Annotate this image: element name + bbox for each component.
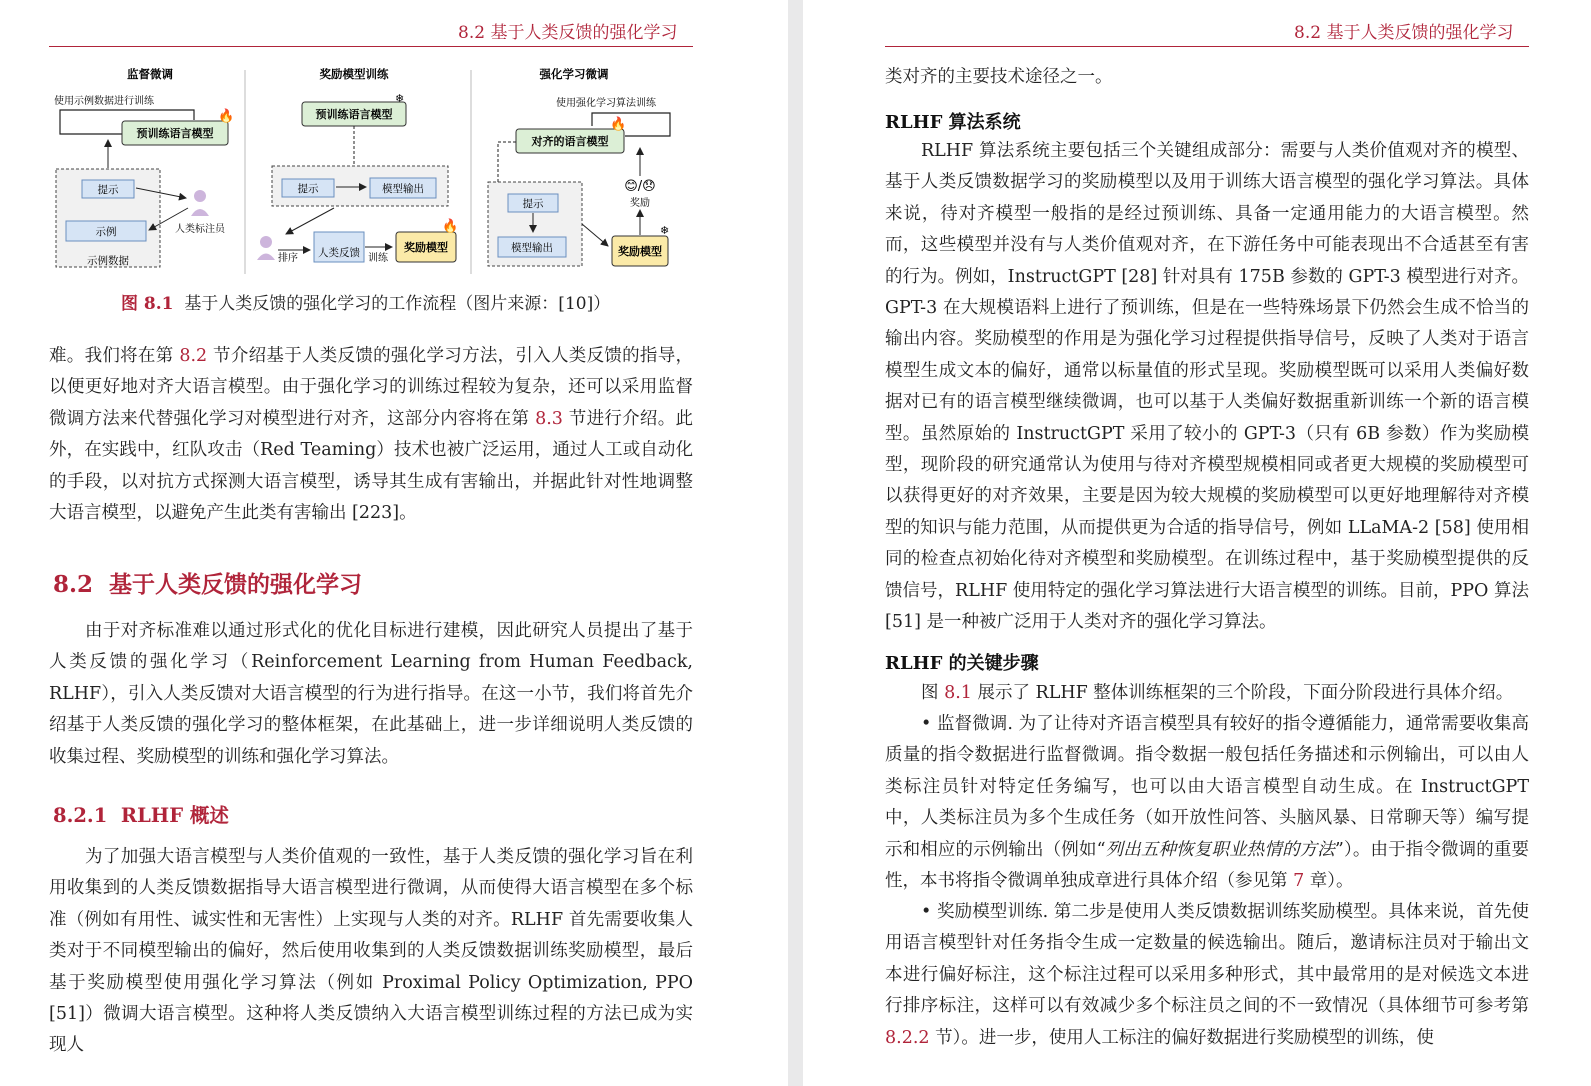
paragraph-heading: RLHF 算法系统: [885, 112, 1021, 133]
snowflake-icon: ❄: [395, 92, 405, 105]
section-heading: [53, 566, 362, 599]
col3-loop-label: 使用强化学习算法训练: [556, 98, 656, 109]
annotator-icon: [194, 190, 206, 202]
col3-model-label: 对齐的语言模型: [531, 135, 609, 148]
annotator-body: [191, 209, 209, 216]
chapter-link[interactable]: 7: [1293, 871, 1305, 892]
text: 展示了 RLHF 整体训练框架的三个阶段，下面分阶段进行具体介绍。: [971, 683, 1514, 703]
col2-prompt-label: 提示: [297, 183, 319, 195]
smile-frown-icon: 😊/😞: [624, 179, 656, 194]
col3-reward-label: 奖励模型: [618, 245, 662, 258]
running-header: 8.2 基于人类反馈的强化学习: [458, 23, 678, 43]
text: ”）。由于指令微调的重要性，本书将指令微调单独成章进行具体介绍（参见第: [885, 839, 1530, 892]
text: 节进行介绍。此外，在实践中，红队攻击（Red Teaming）技术也被广泛运用，通过人工或自动化的手段，以对抗方式探测大语言模型，诱导其生成有害输出，并据此针对性地调整大语言模型，以避免产生此类有害输出 [223]。: [49, 408, 694, 524]
text: 章）。: [1304, 871, 1354, 892]
figure-link[interactable]: 8.1: [944, 683, 972, 703]
paragraph: RLHF 算法系统主要包括三个关键组成部分：需要与人类价值观对齐的模型、基于人类反馈数据学习的奖励模型以及用于训练大语言模型的强化学习算法。具体来说，待对齐模型一般指的是经过预训练、具备一定通用能力的大语言模型。然而，这些模型并没有与人类价值观对齐，在下游任务中可能表现出不合适甚至有害的行为。例如，InstructGPT [28] 针对具有 175B 参数的 GPT-3 模型进行对齐。GPT-3 在大规模语料上进行了预训练，但是在一些特殊场景下仍然会生成不恰当的输出内容。奖励模型的作用是为强化学习过程提供指导信号，反映了人类对于语言模型生成文本的偏好，通常以标量值的形式呈现。奖励模型既可以采用人类偏好数据对已有的语言模型继续微调，也可以基于人类偏好数据重新训练一个新的语言模型。虽然原始的 InstructGPT 采用了较小的 GPT-3（只有 6B 参数）作为奖励模型，现阶段的研究通常认为使用与待对齐模型规模相同或者更大规模的奖励模型可以获得更好的对齐效果，主要是因为较大规模的奖励模型可以更好地理解待对齐模型的知识与能力范围，从而提供更为合适的指导信号，例如 LLaMA-2 [58] 使用相同的检查点初始化待对齐模型和奖励模型。在训练过程中，基于奖励模型提供的反馈信号，RLHF 使用特定的强化学习算法进行大语言模型的训练。目前，PPO 算法 [51] 是一种被广泛用于人类对齐的强化学习算法。: [885, 141, 1529, 633]
col2-train-label: 训练: [368, 253, 388, 264]
paragraph: 类对齐的主要技术途径之一。: [885, 67, 1113, 87]
header-rule: [885, 46, 1529, 47]
paragraph: [49, 341, 693, 529]
col1-title: 监督微调: [127, 67, 173, 81]
bullet-item: [885, 709, 1529, 897]
col1-model-label: 预训练语言模型: [136, 127, 214, 140]
snowflake-icon: ❄: [660, 224, 670, 237]
section-link[interactable]: 8.3: [535, 408, 563, 429]
paragraph: 为了加强大语言模型与人类价值观的一致性，基于人类反馈的强化学习旨在利用收集到的人类反馈数据指导大语言模型进行微调，从而使得大语言模型在多个标准（例如有用性、诚实性和无害性）上实现与人类的对齐。RLHF 首先需要收集人类对于不同模型输出的偏好，然后使用收集到的人类反馈数据训练奖励模型，最后基于奖励模型使用强化学习算法（例如 Proximal Policy Optimization, PPO [51]）微调大语言模型。这种将人类反馈纳入大语言模型训练过程的方法已成为实现人: [49, 847, 693, 1056]
text: 节介绍基于人类反馈的强化学习方法，引入人类反馈的指导，以便更好地对齐大语言模型。由于强化学习的训练过程较为复杂，还可以采用监督微调方法来代替强化学习对模型进行对齐，这部分内容将在第: [49, 346, 694, 429]
annotator-body: [257, 254, 275, 261]
figure-caption-text: 基于人类反馈的强化学习的工作流程（图片来源：[10]）: [184, 294, 611, 314]
section-link[interactable]: 8.2.2: [885, 1027, 930, 1048]
subsection-heading: [53, 800, 229, 828]
col3-reward-text: 奖励: [630, 198, 650, 209]
col2-model-label: 预训练语言模型: [315, 108, 393, 121]
paragraph: [885, 678, 1529, 709]
col1-dataset-label: 示例数据: [87, 255, 129, 267]
col1-annotator-label: 人类标注员: [175, 224, 225, 235]
running-header: 8.2 基于人类反馈的强化学习: [1294, 23, 1514, 43]
col2-arrow: [286, 208, 334, 234]
rlhf-workflow-figure: [52, 64, 692, 280]
text: 图: [921, 683, 945, 703]
col2-reward-label: 奖励模型: [404, 241, 448, 254]
col1-loop-label: 使用示例数据进行训练: [54, 96, 154, 107]
bullet-term: 奖励模型训练.: [937, 902, 1049, 922]
bullet-term: 监督微调.: [937, 714, 1013, 734]
bullet: •: [921, 902, 937, 922]
col1-example-label: 示例: [95, 226, 117, 238]
figure-caption-label: 图 8.1: [121, 294, 174, 314]
quote-text: 列出五种恢复职业热情的方法: [1105, 839, 1335, 860]
section-number: 8.2: [53, 571, 94, 598]
col3-output-label: 模型输出: [511, 242, 553, 254]
bullet-item: [885, 897, 1529, 1054]
col3-title: 强化学习微调: [539, 67, 609, 81]
subsection-number: 8.2.1: [53, 804, 108, 827]
col2-output-label: 模型输出: [382, 183, 424, 195]
annotator-icon: [260, 236, 272, 248]
figure-caption: [121, 289, 610, 314]
right-page: [803, 0, 1591, 1086]
section-link[interactable]: 8.2: [179, 346, 208, 366]
section-title: 基于人类反馈的强化学习: [109, 571, 363, 598]
col2-rank-label: 排序: [278, 253, 298, 264]
header-rule: [49, 46, 693, 47]
text: 难。我们将在第: [49, 346, 180, 366]
paragraph: 由于对齐标准难以通过形式化的优化目标进行建模，因此研究人员提出了基于人类反馈的强化学习（Reinforcement Learning from Human Feedback, RLHF），引入人类反馈对大语言模型的行为进行指导。在这一小节，我们将首先介绍基于人类反馈的强化学习的整体框架，在此基础上，进一步详细说明人类反馈的收集过程、奖励模型的训练和强化学习算法。: [49, 621, 693, 767]
subsection-title: RLHF 概述: [120, 804, 229, 827]
col2-feedback-label: 人类反馈: [318, 247, 360, 259]
paragraph-heading: RLHF 的关键步骤: [885, 653, 1039, 674]
col2-title: 奖励模型训练: [319, 67, 389, 81]
text: 节）。进一步，使用人工标注的偏好数据进行奖励模型的训练，使: [929, 1027, 1434, 1048]
fire-icon: 🔥: [218, 109, 235, 124]
left-page: [0, 0, 788, 1086]
bullet: •: [921, 714, 937, 734]
col3-arrow: [582, 224, 608, 246]
fire-icon: 🔥: [442, 219, 459, 234]
text: 第二步是使用人类反馈数据训练奖励模型。具体来说，首先使用语言模型针对任务指令生成一定数量的候选输出。随后，邀请标注员对于输出文本进行偏好标注，这个标注过程可以采用多种形式，其中最常用的是对候选文本进行排序标注，这样可以有效减少多个标注员之间的不一致情况（具体细节可参考第: [885, 902, 1530, 1017]
col3-prompt-label: 提示: [522, 198, 544, 210]
col1-prompt-label: 提示: [97, 184, 119, 196]
text: 为了让待对齐语言模型具有较好的指令遵循能力，通常需要收集高质量的指令数据进行监督微调。指令数据一般包括任务描述和示例输出，可以由人类标注员针对特定任务编写，也可以由大语言模型自动生成。在 InstructGPT 中，人类标注员为多个生成任务（如开放性问答、头脑风暴、日常聊天等）编写提示和相应的示例输出（例如“: [885, 714, 1530, 860]
fire-icon: 🔥: [610, 117, 627, 132]
